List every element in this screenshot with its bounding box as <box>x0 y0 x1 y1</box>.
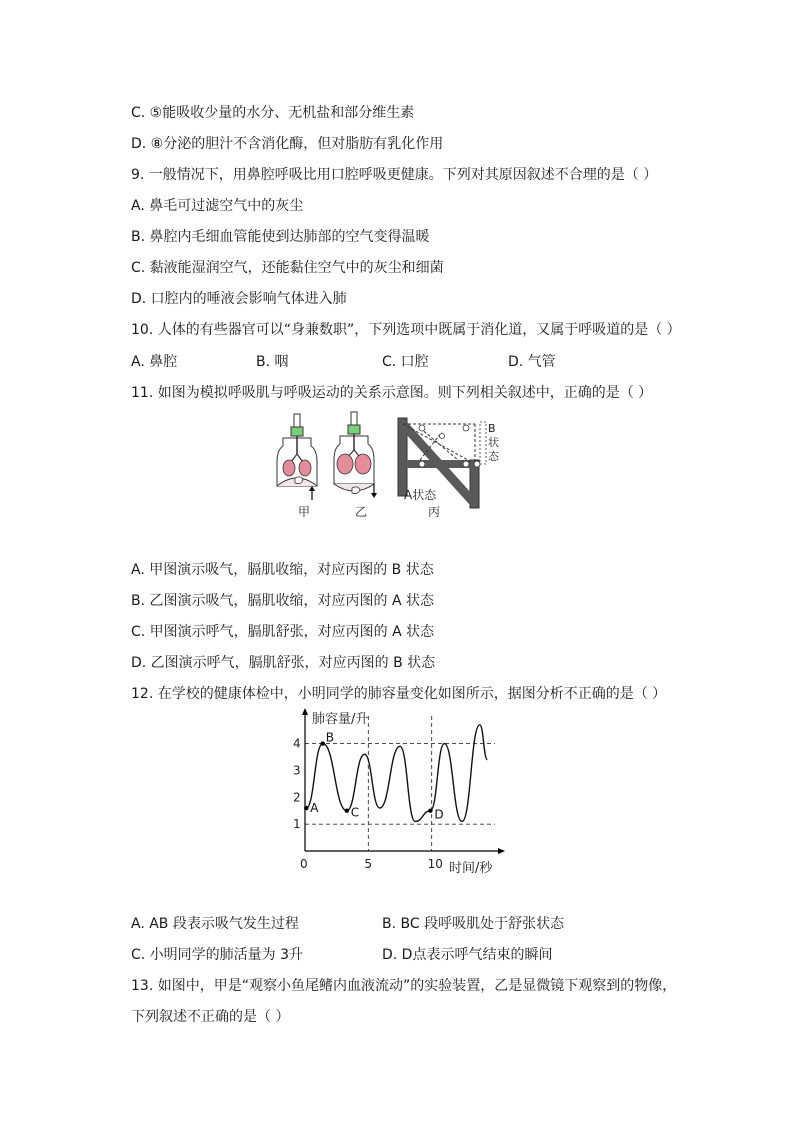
chart-origin-label: 0 <box>300 857 308 871</box>
point-label: B <box>325 730 334 745</box>
point-marker <box>304 806 308 810</box>
q10-option-a: A. 鼻腔 <box>131 354 178 370</box>
q12-option-c: C. 小明同学的肺活量为 3升 <box>131 947 304 963</box>
y-tick-label: 2 <box>293 790 301 805</box>
q11-label-b-state-1: 状 <box>488 436 499 449</box>
q11-label-bing: 丙 <box>428 505 441 519</box>
point-label: D <box>434 807 444 822</box>
y-axis-arrow <box>302 708 308 715</box>
point-label: A <box>310 801 319 816</box>
x-tick-label: 10 <box>427 857 443 871</box>
q11-label-b: B <box>488 422 496 435</box>
point-marker <box>428 809 432 813</box>
q10-option-d: D. 气管 <box>508 354 556 370</box>
y-tick-label: 3 <box>293 763 301 778</box>
point-marker <box>345 809 349 813</box>
q11-figure <box>270 408 500 523</box>
point-label: C <box>350 805 360 820</box>
q8-option-d: D. ⑧分泌的胆汁不含消化酶，但对脂肪有乳化作用 <box>131 136 444 152</box>
q11-label-b-state-2: 态 <box>488 450 499 463</box>
q11-label-yi: 乙 <box>355 505 368 519</box>
q12-lung-capacity-chart <box>270 706 520 886</box>
q9-option-c: C. 黏液能湿润空气，还能黏住空气中的灰尘和细菌 <box>131 260 444 276</box>
point-marker <box>321 741 325 745</box>
q11-label-jia: 甲 <box>298 505 311 519</box>
q13-stem-line2: 下列叙述不正确的是（ ） <box>131 1009 290 1025</box>
bell-jar-yi <box>334 412 377 498</box>
q12-option-d: D. D点表示呼气结束的瞬间 <box>382 947 553 963</box>
q12-option-a: A. AB 段表示吸气发生过程 <box>131 916 299 932</box>
q9-stem: 9. 一般情况下，用鼻腔呼吸比用口腔呼吸更健康。下列对其原因叙述不合理的是（ ） <box>131 167 658 183</box>
q11-option-a: A. 甲图演示吸气，膈肌收缩，对应丙图的 B 状态 <box>131 562 434 578</box>
q9-option-d: D. 口腔内的唾液会影响气体进入肺 <box>131 291 347 307</box>
q11-option-c: C. 甲图演示呼气，膈肌舒张，对应丙图的 A 状态 <box>131 624 435 640</box>
q11-option-b: B. 乙图演示吸气，膈肌收缩，对应丙图的 A 状态 <box>131 593 434 609</box>
q13-stem-line1: 13. 如图中，甲是“观察小鱼尾鳍内血液流动”的实验装置，乙是显微镜下观察到的物像， <box>131 978 677 994</box>
q9-option-a: A. 鼻毛可过滤空气中的灰尘 <box>131 198 304 214</box>
x-tick-label: 5 <box>364 857 372 871</box>
q10-option-c: C. 口腔 <box>382 354 429 370</box>
q12-option-b: B. BC 段呼吸肌处于舒张状态 <box>382 916 565 932</box>
q10-stem: 10. 人体的有些器官可以“身兼数职”，下列选项中既属于消化道，又属于呼吸道的是（ ） <box>131 322 681 338</box>
x-axis-arrow <box>498 848 505 854</box>
q10-option-b: B. 咽 <box>256 354 289 370</box>
q12-stem: 12. 在学校的健康体检中，小明同学的肺容量变化如图所示，据图分析不正确的是（ ） <box>131 686 667 702</box>
chart-points <box>304 731 444 822</box>
q11-stem: 11. 如图为模拟呼吸肌与呼吸运动的关系示意图。则下列相关叙述中，正确的是（ ） <box>131 385 653 401</box>
q9-option-b: B. 鼻腔内毛细血管能使到达肺部的空气变得温暖 <box>131 229 430 245</box>
q11-label-a-state: A状态 <box>404 488 437 502</box>
chart-x-axis-label: 时间/秒 <box>449 861 493 876</box>
y-tick-label: 1 <box>293 817 301 832</box>
y-tick-label: 4 <box>293 736 301 751</box>
bell-jar-jia <box>277 414 317 500</box>
chart-y-axis-label: 肺容量/升 <box>312 712 369 727</box>
q8-option-c: C. ⑤能吸收少量的水分、无机盐和部分维生素 <box>131 105 415 121</box>
q11-option-d: D. 乙图演示呼气，膈肌舒张，对应丙图的 B 状态 <box>131 655 436 671</box>
